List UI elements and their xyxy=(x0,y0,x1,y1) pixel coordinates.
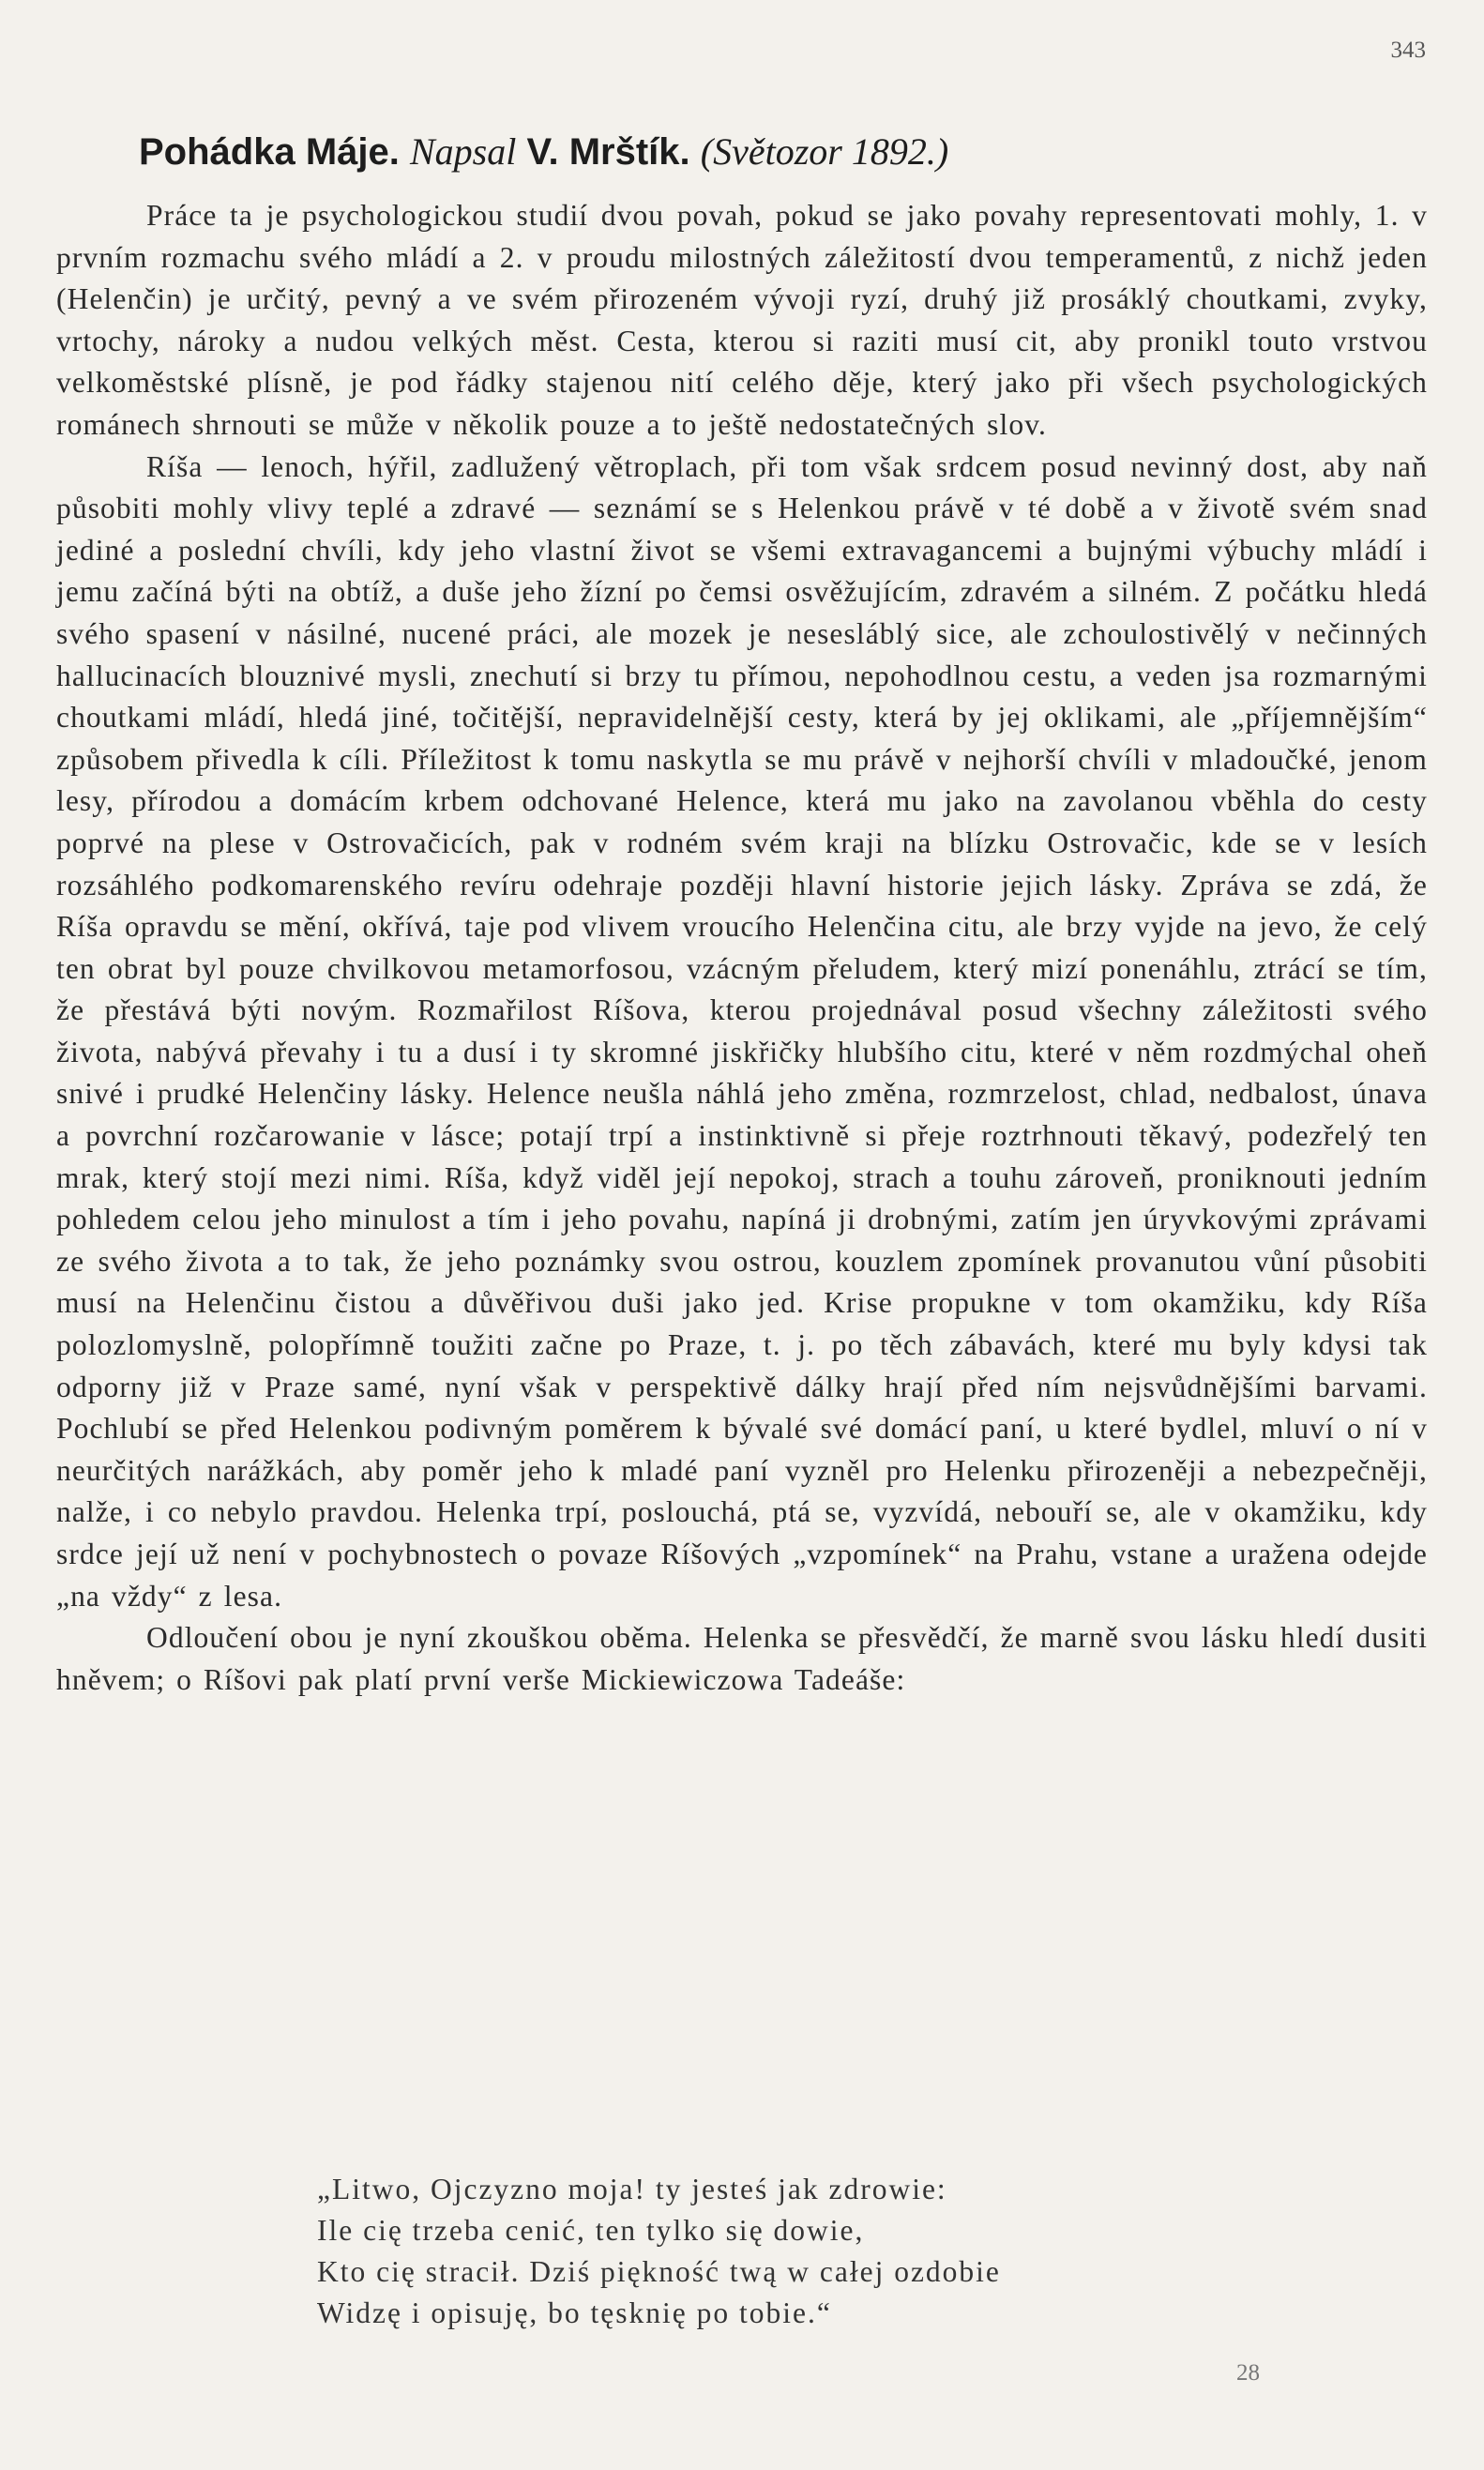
review-body xyxy=(56,195,1428,1701)
paragraph: Ríša — lenoch, hýřil, zadlužený větroplach, při tom však srdcem posud nevinný dost, aby naň působiti mohly vlivy teplé a zdravé — seznámí se s Helenkou právě v té době a v životě svém snad jediné a poslední chvíli, kdy jeho vlastní život se všemi extravagancemi a bujnými výbuchy mládí i jemu začíná býti na obtíž, a duše jeho žízní po čemsi osvěžujícím, zdravém a silném. Z počátku hledá svého spasení v násilné, nucené práci, ale mozek je nesesláblý sice, ale zchoulostivělý v nečinných hallucinacích blouznivé mysli, znechutí si brzy tu přímou, nepohodlnou cestu, a veden jsa rozmarnými choutkami mládí, hledá jiné, točitější, nepravidelnější cesty, která by jej oklikami, ale „příjemnějším“ způsobem přivedla k cíli. Příležitost k tomu naskytla se mu právě v nejhorší chvíli v mladoučké, jenom lesy, přírodou a domácím krbem odchované Helence, která mu jako na zavolanou vběhla do cesty poprvé na plese v Ostrovačicích, pak v rodném svém kraji na blízku Ostrovačic, kde se v lesích rozsáhlého podkomarenského revíru odehraje později hlavní historie jejich lásky. Zpráva se zdá, že Ríša opravdu se mění, okřívá, taje pod vlivem vroucího Helenčina citu, ale brzy vyjde na jevo, že celý ten obrat byl pouze chvilkovou metamorfosou, vzácným přeludem, který mizí ponenáhlu, ztrácí se tím, že přestává býti novým. Rozmařilost Ríšova, kterou projednával posud všechny záležitosti svého života, nabývá převahy i tu a dusí i ty skromné jiskřičky hlubšího citu, které v něm rozdmýchal oheň snivé i prudké Helenčiny lásky. Helence neušla náhlá jeho změna, rozmrzelost, chlad, nedbalost, únava a povrchní rozčarowanie v lásce; potají trpí a instinktivně si přeje roztrhnouti těkavý, podezřelý ten mrak, který stojí mezi nimi. Ríša, když viděl její nepokoj, strach a touhu zároveň, proniknouti jedním pohledem celou jeho minulost a tím i jeho povahu, napíná ji drobnými, zatím jen úryvkovými zprávami ze svého života a to tak, že jeho poznámky svou ostrou, kouzlem zpomínek provanutou vůní působiti musí na Helenčinu čistou a důvěřivou duši jako jed. Krise propukne v tom okamžiku, kdy Ríša polozlomyslně, polopřímně toužiti začne po Praze, t. j. po těch zábavách, které mu byly kdysi tak odporny již v Praze samé, nyní však v perspektivě dálky hrají před ním nejsvůdnějšími barvami. Pochlubí se před Helenkou podivným poměrem k bývalé své domácí paní, u které bydlel, mluví o ní v neurčitých narážkách, aby poměr jeho k mladé paní vyzněl pro Helenku přirozeněji a nebezpečněji, nalže, i co nebylo pravdou. Helenka trpí, poslouchá, ptá se, vyzvídá, nebouří se, ale v okamžiku, kdy srdce její už není v pochybnostech o povaze Ríšových „vzpomínek“ na Prahu, vstane a uražena odejde „na vždy“ z lesa. xyxy=(56,449,1428,1613)
verse-line: Widzę i opisuję, bo tęsknię po tobie.“ xyxy=(317,2296,832,2329)
verse-line: Kto cię stracił. Dziś piękność twą w całej ozdobie xyxy=(317,2255,1001,2288)
paragraph: Práce ta je psychologickou studií dvou povah, pokud se jako povahy representovati mohly, 1. v prvním rozmachu svého mládí a 2. v proudu milostných záležitostí dvou temperamentů, z nichž jeden (Helenčin) je určitý, pevný a ve svém přirozeném vývoji ryzí, druhý již prosáklý choutkami, zvyky, vrtochy, nároky a nudou velkých měst. Cesta, kterou si raziti musí cit, aby pronikl touto vrstvou velkoměstské plísně, je pod řádky stajenou nití celého děje, který jako při všech psychologických románech shrnouti se může v několik pouze a to ještě nedostatečných slov. xyxy=(56,199,1428,441)
paragraph: Odloučení obou je nyní zkouškou oběma. Helenka se přesvědčí, že marně svou lásku hledí dusiti hněvem; o Ríšovi pak platí první verše Mickiewiczowa Tadeáše: xyxy=(56,1621,1428,1696)
verse-line: Ile cię trzeba cenić, ten tylko się dowie, xyxy=(317,2214,865,2247)
verse-line: „Litwo, Ojczyzno moja! ty jesteś jak zdrowie: xyxy=(317,2173,947,2205)
author-name: V. Mrštík. xyxy=(526,131,690,173)
page-number: 343 xyxy=(1390,38,1426,63)
source-reference: (Světozor 1892.) xyxy=(700,130,949,173)
verse-quote xyxy=(317,2169,1001,2334)
printer-signature: 28 xyxy=(1236,2360,1260,2386)
work-title: Pohádka Máje. xyxy=(139,131,400,173)
author-prefix: Napsal xyxy=(410,130,517,173)
review-title xyxy=(139,129,1428,174)
